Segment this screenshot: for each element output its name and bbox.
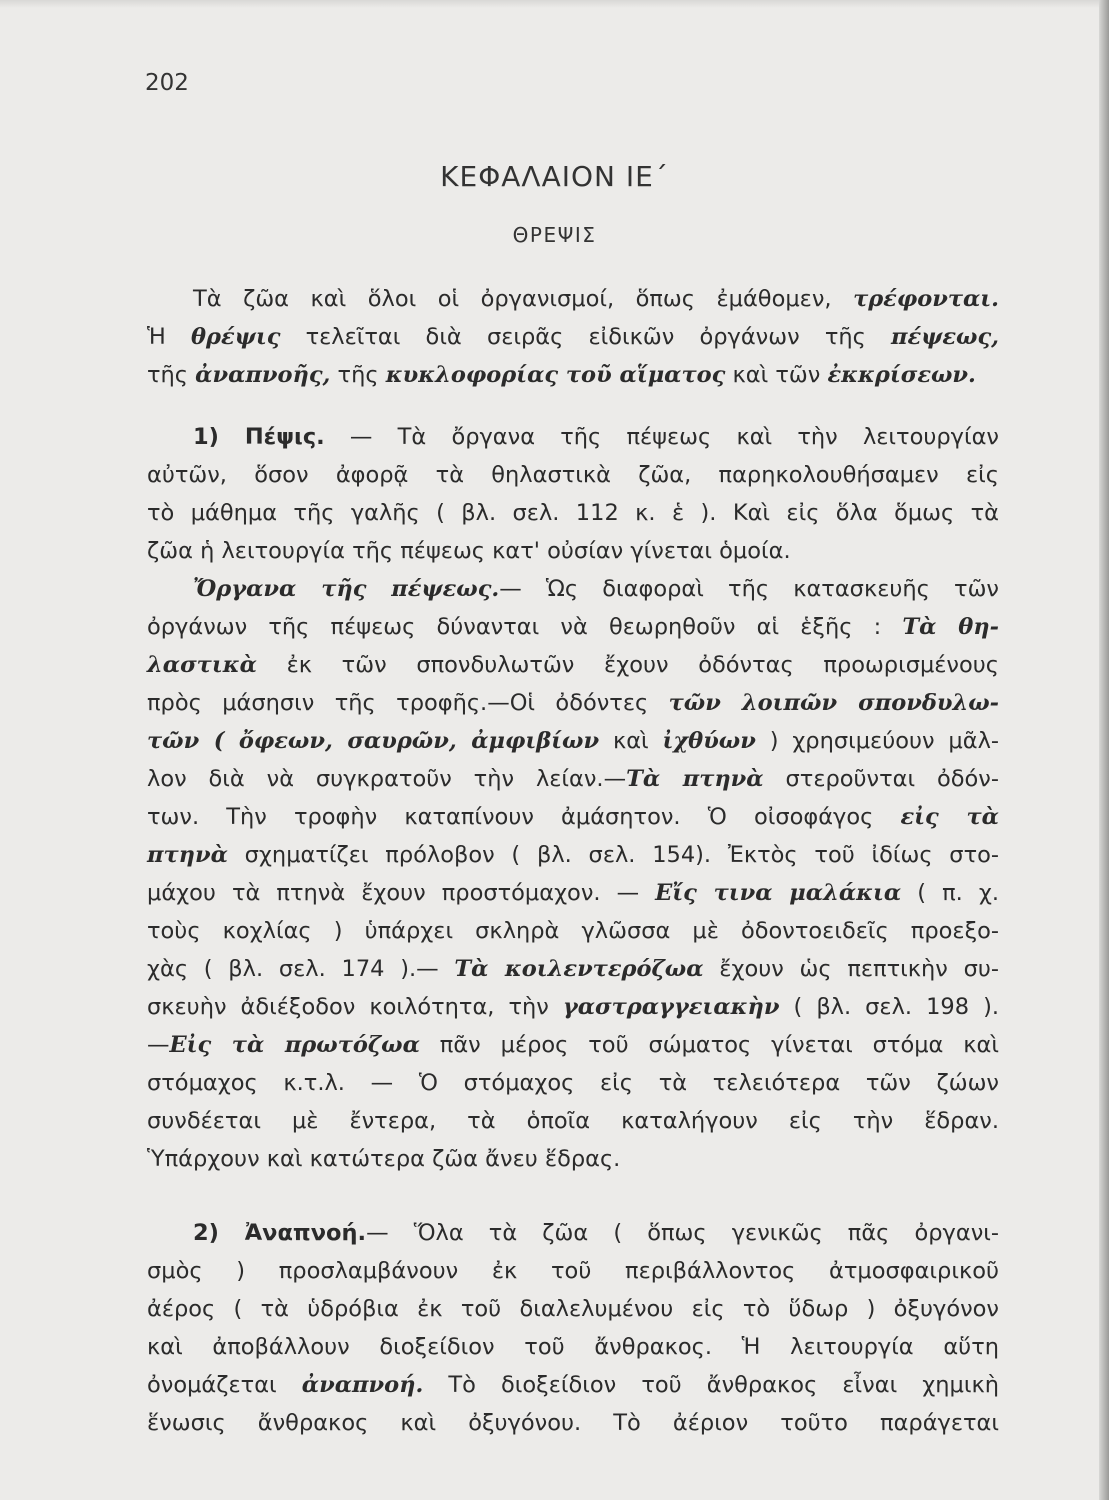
text-line: μάχου τὰ πτηνὰ ἔχουν προστόμαχον. — Εἴς τινα μαλάκια ( π. χ. xyxy=(147,880,999,906)
text-line: ὀνομάζεται ἀναπνοή. Τὸ διοξείδιον τοῦ ἄνθρακος εἶναι χημικὴ xyxy=(147,1372,999,1398)
text-line: σκευὴν ἀδιέξοδον κοιλότητα, τὴν γαστραγγειακὴν ( βλ. σελ. 198 ). xyxy=(147,994,999,1020)
text-line: των. Τὴν τροφὴν καταπίνουν ἀμάσητον. Ὁ οἰσοφάγος εἰς τὰ xyxy=(147,804,999,830)
text-line: Ὄργανα τῆς πέψεως.— Ὡς διαφοραὶ τῆς κατασκευῆς τῶν xyxy=(193,576,999,602)
text-line: ἀέρος ( τὰ ὑδρόβια ἐκ τοῦ διαλελυμένου εἰς τὸ ὕδωρ ) ὀξυγόνον xyxy=(147,1296,999,1322)
text-line: στόμαχος κ.τ.λ. — Ὁ στόμαχος εἰς τὰ τελειότερα τῶν ζώων xyxy=(147,1070,999,1096)
text-line: ζῶα ἡ λειτουργία τῆς πέψεως κατ' οὐσίαν γίνεται ὁμοία. xyxy=(147,538,791,564)
text-line: Ὑπάρχουν καὶ κατώτερα ζῶα ἄνευ ἕδρας. xyxy=(147,1146,621,1172)
text-line: λαστικὰ ἐκ τῶν σπονδυλωτῶν ἔχουν ὀδόντας προωρισμένους xyxy=(147,652,999,678)
section-heading-line: 1) Πέψις. — Τὰ ὄργανα τῆς πέψεως καὶ τὴν λειτουργίαν xyxy=(193,424,999,450)
text-line: τῆς ἀναπνοῆς, τῆς κυκλοφορίας τοῦ αἵματος καὶ τῶν ἐκκρίσεων. xyxy=(147,362,976,388)
text-line: σμὸς ) προσλαμβάνουν ἐκ τοῦ περιβάλλοντος ἀτμοσφαιρικοῦ xyxy=(147,1258,999,1284)
text-line: χὰς ( βλ. σελ. 174 ).— Τὰ κοιλεντερόζωα ἔχουν ὡς πεπτικὴν συ- xyxy=(147,956,999,982)
section-heading: 1) Πέψις. xyxy=(193,424,325,450)
text-line: λον διὰ νὰ συγκρατοῦν τὴν λείαν.—Τὰ πτηνὰ στεροῦνται ὀδόν- xyxy=(147,766,999,792)
page-number: 202 xyxy=(145,70,189,96)
text-line: πρὸς μάσησιν τῆς τροφῆς.—Οἱ ὀδόντες τῶν λοιπῶν σπονδυλω- xyxy=(147,690,999,716)
section-heading-line: 2) Ἀναπνοή.— Ὅλα τὰ ζῶα ( ὅπως γενικῶς πᾶς ὀργανι- xyxy=(193,1220,999,1246)
text-line: ἕνωσις ἄνθρακος καὶ ὀξυγόνου. Τὸ ἀέριον τοῦτο παράγεται xyxy=(147,1410,999,1436)
text-line: τῶν ( ὄφεων, σαυρῶν, ἀμφιβίων καὶ ἰχθύων ) χρησιμεύουν μᾶλ- xyxy=(147,728,1000,754)
text-line: τοὺς κοχλίας ) ὑπάρχει σκληρὰ γλῶσσα μὲ ὀδοντοειδεῖς προεξο- xyxy=(147,918,999,944)
text-line: πτηνὰ σχηματίζει πρόλοβον ( βλ. σελ. 154). Ἐκτὸς τοῦ ἰδίως στο- xyxy=(147,842,999,868)
text-line: συνδέεται μὲ ἔντερα, τὰ ὁποῖα καταλήγουν εἰς τὴν ἕδραν. xyxy=(147,1108,999,1134)
section-heading: 2) Ἀναπνοή. xyxy=(193,1220,367,1246)
text-line: Τὰ ζῶα καὶ ὅλοι οἱ ὀργανισμοί, ὅπως ἐμάθομεν, τρέφονται. xyxy=(193,286,999,312)
text-line: ὀργάνων τῆς πέψεως δύνανται νὰ θεωρηθοῦν αἱ ἑξῆς : Τὰ θη- xyxy=(147,614,999,640)
page-top-shadow xyxy=(0,0,1109,8)
text-line: —Εἰς τὰ πρωτόζωα πᾶν μέρος τοῦ σώματος γίνεται στόμα καὶ xyxy=(147,1032,999,1058)
text-line: Ἡ θρέψις τελεῖται διὰ σειρᾶς εἰδικῶν ὀργάνων τῆς πέψεως, xyxy=(147,324,999,350)
text-line: τὸ μάθημα τῆς γαλῆς ( βλ. σελ. 112 κ. ἑ ). Καὶ εἰς ὅλα ὅμως τὰ xyxy=(147,500,999,526)
text-line: καὶ ἀποβάλλουν διοξείδιον τοῦ ἄνθρακος. Ἡ λειτουργία αὕτη xyxy=(147,1334,999,1360)
chapter-subtitle: ΘΡΕΨΙΣ xyxy=(512,223,597,247)
chapter-title: ΚΕΦΑΛΑΙΟΝ ΙΕ΄ xyxy=(440,160,669,193)
text-line: αὐτῶν, ὅσον ἀφορᾷ τὰ θηλαστικὰ ζῶα, παρηκολουθήσαμεν εἰς xyxy=(147,462,999,488)
